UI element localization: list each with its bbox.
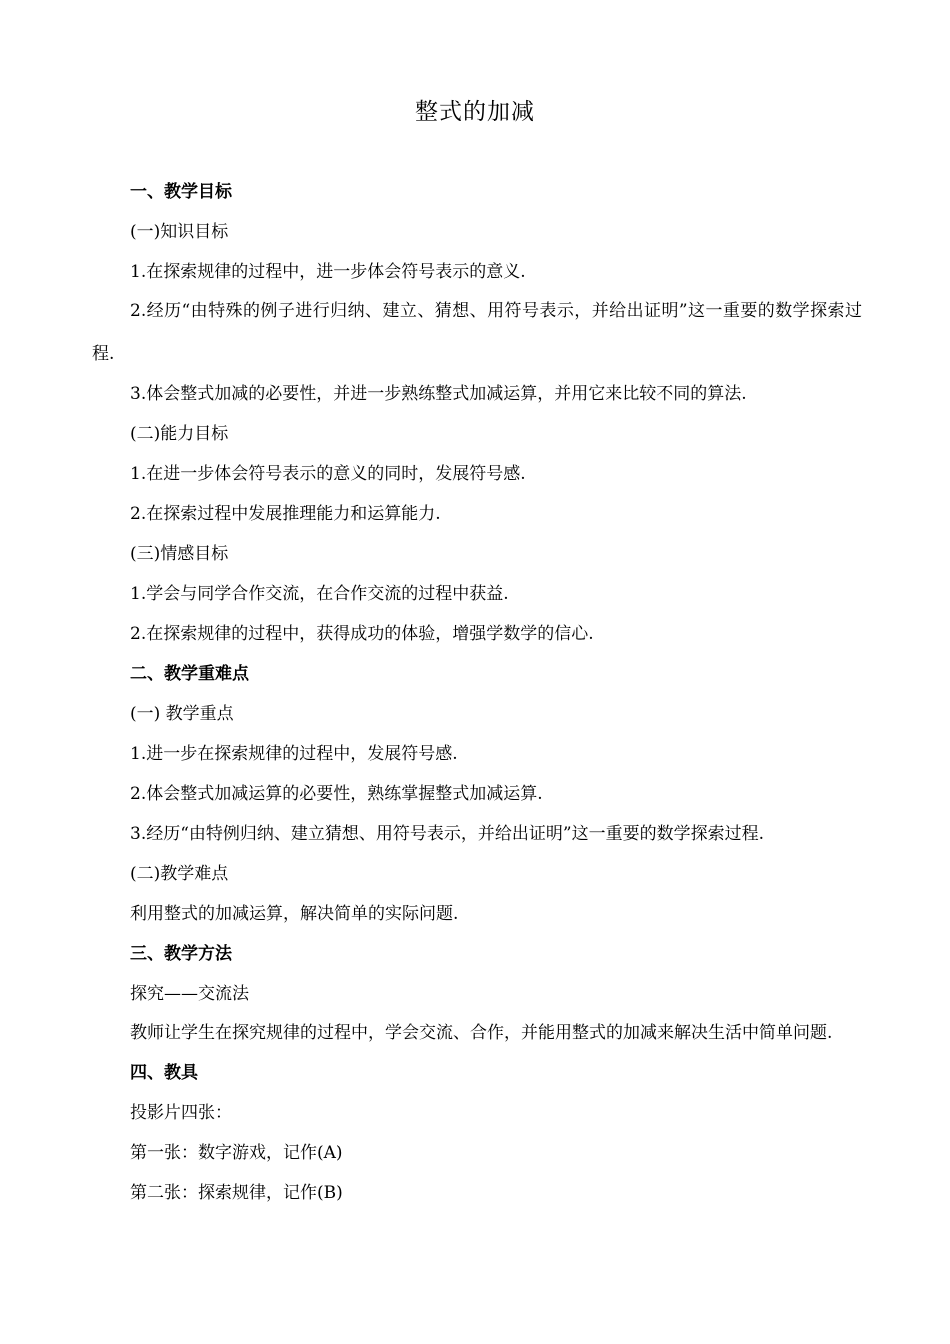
paragraph-line: 第二张：探索规律，记作(B) xyxy=(130,1183,343,1203)
paragraph-line: 2.体会整式加减运算的必要性，熟练掌握整式加减运算. xyxy=(130,784,543,804)
paragraph-line: (二)教学难点 xyxy=(130,864,229,884)
paragraph-line: 2.在探索规律的过程中，获得成功的体验，增强学数学的信心. xyxy=(130,624,594,644)
paragraph-line: (一)知识目标 xyxy=(130,222,229,242)
paragraph-line: 3.体会整式加减的必要性，并进一步熟练整式加减运算，并用它来比较不同的算法. xyxy=(130,384,747,404)
section-heading: 一、教学目标 xyxy=(130,182,232,202)
section-heading: 四、教具 xyxy=(130,1063,198,1083)
paragraph-line: 投影片四张： xyxy=(130,1103,232,1123)
paragraph-line: 1.在进一步体会符号表示的意义的同时，发展符号感. xyxy=(130,464,526,484)
section-heading: 二、教学重难点 xyxy=(130,664,249,684)
document-title: 整式的加减 xyxy=(415,99,535,125)
paragraph-line: 教师让学生在探究规律的过程中，学会交流、合作，并能用整式的加减来解决生活中简单问题. xyxy=(130,1023,833,1043)
paragraph-line: 探究——交流法 xyxy=(130,984,249,1004)
paragraph-line: 3.经历“由特例归纳、建立猜想、用符号表示，并给出证明”这一重要的数学探索过程. xyxy=(130,824,765,844)
paragraph-line: 第一张：数字游戏，记作(A) xyxy=(130,1143,343,1163)
paragraph-line: 2.在探索过程中发展推理能力和运算能力. xyxy=(130,504,441,524)
paragraph-line: (一) 教学重点 xyxy=(130,704,234,724)
document-body xyxy=(92,172,862,1213)
paragraph-line: 利用整式的加减运算，解决简单的实际问题. xyxy=(130,904,459,924)
section-heading: 三、教学方法 xyxy=(130,944,232,964)
paragraph-line: 1.进一步在探索规律的过程中，发展符号感. xyxy=(130,744,458,764)
paragraph-line: 2.经历“由特殊的例子进行归纳、建立、猜想、用符号表示，并给出证明”这一重要的数学探索过程. xyxy=(92,301,862,364)
paragraph-line: (二)能力目标 xyxy=(130,424,229,444)
paragraph-line: 1.学会与同学合作交流，在合作交流的过程中获益. xyxy=(130,584,509,604)
paragraph-line: 1.在探索规律的过程中，进一步体会符号表示的意义. xyxy=(130,262,526,282)
paragraph-line: (三)情感目标 xyxy=(130,544,229,564)
